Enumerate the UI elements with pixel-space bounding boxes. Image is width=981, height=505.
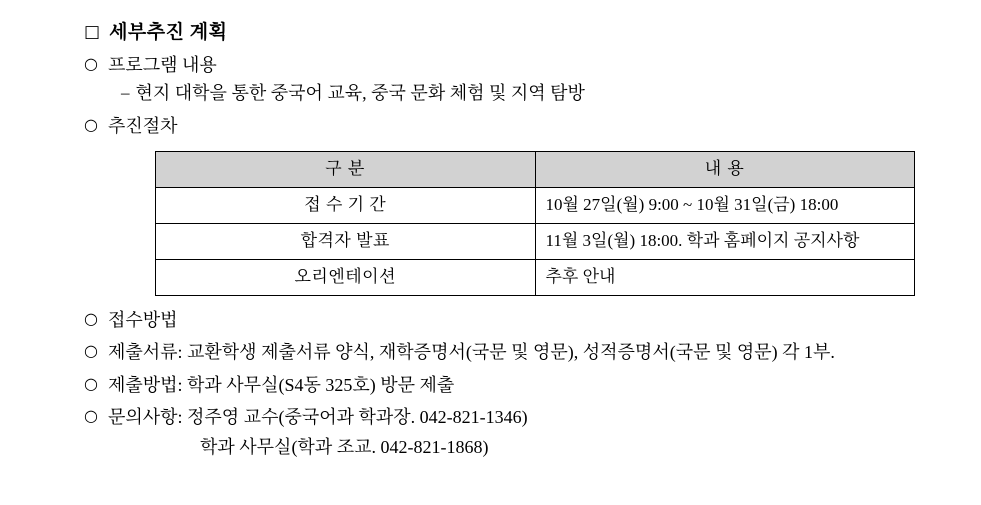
list-item-label: 추진절차 (107, 115, 178, 136)
page-title: 세부추진 계획 (109, 22, 228, 43)
table-cell-value: 11월 3일(월) 18:00. 학과 홈페이지 공지사항 (535, 223, 915, 259)
circle-bullet-icon: ○ (84, 53, 98, 73)
circle-bullet-icon: ○ (84, 114, 98, 134)
list-item-program-content (84, 54, 981, 77)
table-cell-label: 접 수 기 간 (156, 187, 536, 223)
table-cell-value: 추후 안내 (535, 259, 915, 295)
table-cell-label: 오리엔테이션 (156, 259, 536, 295)
circle-bullet-icon: ○ (84, 373, 98, 393)
table-header-division: 구 분 (156, 151, 536, 187)
document-page (0, 22, 981, 505)
table-header-row (156, 151, 915, 187)
schedule-table (155, 151, 915, 296)
contact-continuation-label: 학과 사무실(학과 조교. 042-821-1868) (200, 436, 489, 457)
table-header-content: 내 용 (535, 151, 915, 187)
tail-list (0, 309, 981, 459)
square-bullet-icon: □ (84, 22, 101, 42)
dash-bullet-icon: – (121, 83, 130, 103)
list-item-required-documents (84, 341, 981, 364)
contact-continuation-line (200, 436, 981, 459)
sub-item-program-detail (121, 82, 981, 105)
list-item-procedure (84, 115, 981, 138)
list-item-label: 문의사항: 정주영 교수(중국어과 학과장. 042-821-1346) (107, 407, 528, 428)
list-item-label: 제출서류: 교환학생 제출서류 양식, 재학증명서(국문 및 영문), 성적증명서(국문 및 영문) 각 1부. (107, 342, 835, 363)
circle-bullet-icon: ○ (84, 308, 98, 328)
list-item-contact (84, 406, 981, 429)
table-row (156, 223, 915, 259)
list-item-label: 접수방법 (107, 309, 178, 330)
schedule-table-wrapper (155, 151, 981, 296)
list-item-application-method (84, 309, 981, 332)
circle-bullet-icon: ○ (84, 341, 98, 361)
list-item-submission-method (84, 374, 981, 397)
list-item-label: 제출방법: 학과 사무실(S4동 325호) 방문 제출 (107, 374, 455, 395)
sub-item-label: 현지 대학을 통한 중국어 교육, 중국 문화 체험 및 지역 탐방 (135, 83, 585, 104)
table-row (156, 187, 915, 223)
list-item-label: 프로그램 내용 (107, 54, 217, 75)
table-cell-label: 합격자 발표 (156, 223, 536, 259)
table-row (156, 259, 915, 295)
section-heading (84, 22, 981, 45)
circle-bullet-icon: ○ (84, 406, 98, 426)
table-cell-value: 10월 27일(월) 9:00 ~ 10월 31일(금) 18:00 (535, 187, 915, 223)
